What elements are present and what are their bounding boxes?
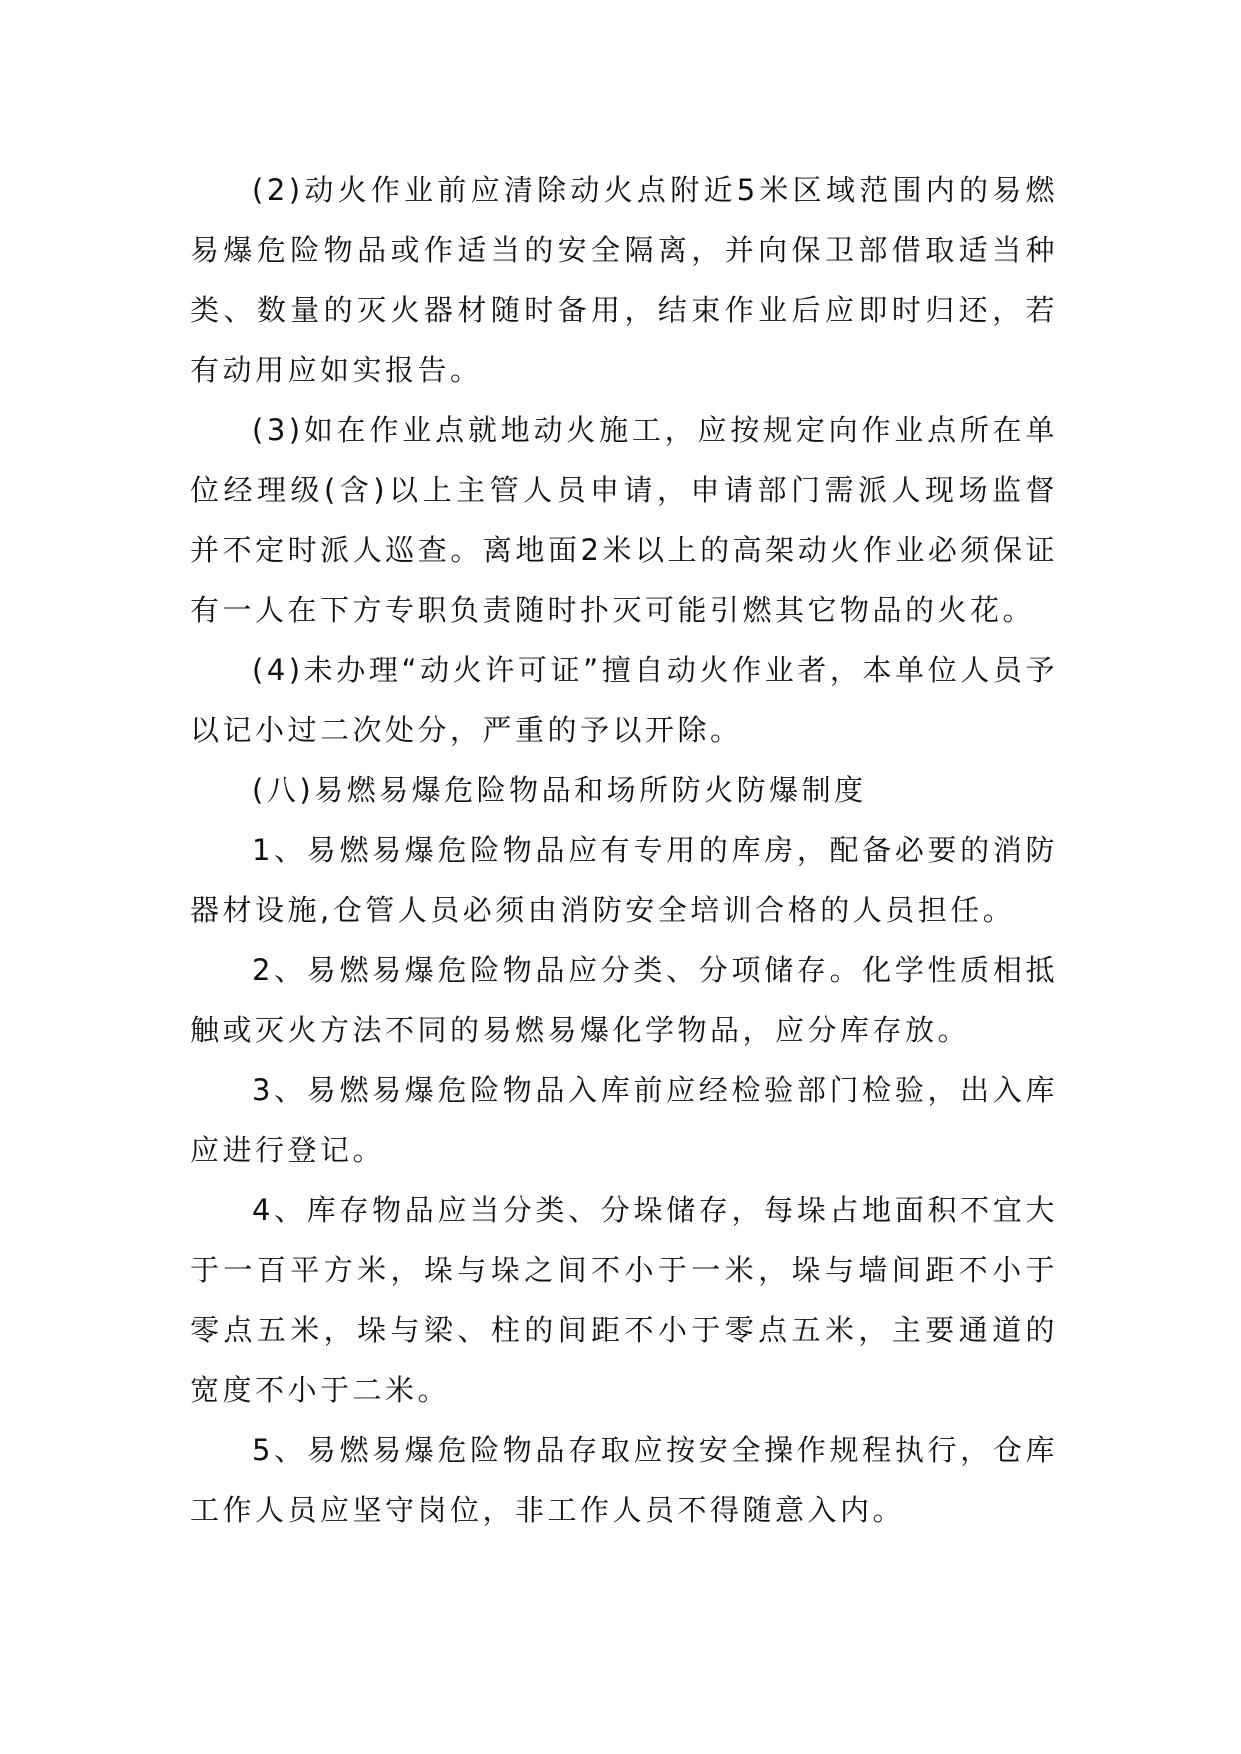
paragraph-inspection-registration: 3、易燃易爆危险物品入库前应经检验部门检验，出入库应进行登记。 [190,1073,1058,1167]
paragraph-stack-spacing: 4、库存物品应当分类、分垛储存，每垛占地面积不宜大于一百平方米，垛与垛之间不小于一米，垛与墙间距不小于零点五米，垛与梁、柱的间距不小于零点五米，主要通道的宽度不小于二米。 [190,1193,1058,1407]
paragraph-storage-room: 1、易燃易爆危险物品应有专用的库房，配备必要的消防器材设施,仓管人员必须由消防安全培训合格的人员担任。 [190,833,1058,927]
paragraph-classified-storage: 2、易燃易爆危险物品应分类、分项储存。化学性质相抵触或灭火方法不同的易燃易爆化学物品，应分库存放。 [190,953,1058,1047]
document-body [190,160,1058,1540]
paragraph-hot-work-clearance: (2)动火作业前应清除动火点附近5米区域范围内的易燃易爆危险物品或作适当的安全隔离，并向保卫部借取适当种类、数量的灭火器材随时备用，结束作业后应即时归还，若有动用应如实报告。 [190,173,1058,387]
paragraph-onsite-hot-work: (3)如在作业点就地动火施工，应按规定向作业点所在单位经理级(含)以上主管人员申请，申请部门需派人现场监督并不定时派人巡查。离地面2米以上的高架动火作业必须保证有一人在下方专职负责随时扑灭可能引燃其它物品的火花。 [190,413,1058,627]
section-heading-fire-prevention: (八)易燃易爆危险物品和场所防火防爆制度 [252,773,867,807]
paragraph-access-rules: 5、易燃易爆危险物品存取应按安全操作规程执行，仓库工作人员应坚守岗位，非工作人员不得随意入内。 [190,1433,1058,1527]
paragraph-unpermitted-hot-work: (4)未办理“动火许可证”擅自动火作业者，本单位人员予以记小过二次处分，严重的予以开除。 [190,653,1058,747]
